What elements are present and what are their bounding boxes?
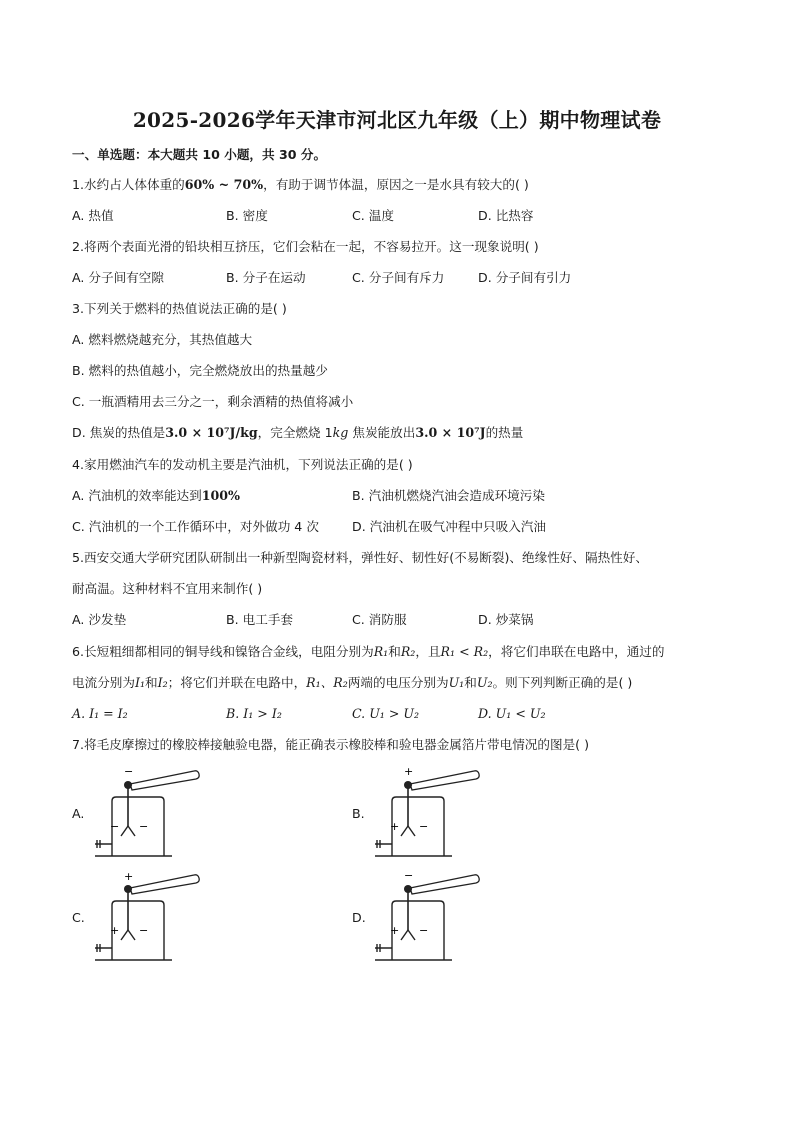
q7-option-d-label[interactable]: D. <box>352 910 366 925</box>
q6-l2-r: R₁、R₂ <box>306 675 348 690</box>
q4-option-d[interactable]: D. 汽油机在吸气冲程中只吸入汽油 <box>352 519 547 534</box>
left-leaf-charge: + <box>110 924 120 937</box>
rod-charge: − <box>404 872 414 882</box>
q6-i2: I₂ <box>157 675 168 690</box>
q1-option-c[interactable]: C. 温度 <box>352 208 394 223</box>
q6-l2-b: ；将它们并联在电路中， <box>167 675 307 690</box>
q7-figure-d[interactable] <box>370 872 490 966</box>
q3-option-b[interactable]: B. 燃料的热值越小，完全燃烧放出的热量越少 <box>72 363 328 378</box>
q4-option-b[interactable]: B. 汽油机燃烧汽油会造成环境污染 <box>352 488 545 503</box>
q6-l2-a: 电流分别为 <box>72 675 135 690</box>
electroscope-drawing <box>375 771 479 856</box>
q1-option-b[interactable]: B. 密度 <box>226 208 268 223</box>
q4-option-a[interactable] <box>72 487 240 505</box>
question-6-stem-line-1 <box>72 643 664 661</box>
q3-option-d[interactable] <box>72 424 523 442</box>
q6-option-a[interactable]: A. I₁ = I₂ <box>72 706 128 721</box>
left-leaf-charge: − <box>110 820 120 833</box>
electroscope-drawing <box>95 771 199 856</box>
q4-option-c[interactable]: C. 汽油机的一个工作循环中，对外做功 4 次 <box>72 519 319 534</box>
q6-and-2: 和 <box>145 675 158 690</box>
question-3-stem: 3.下列关于燃料的热值说法正确的是( ) <box>72 301 287 316</box>
q6-u1: U₁ <box>448 675 465 690</box>
electroscope-ball <box>124 885 132 893</box>
q1-math: 60% ~ 70% <box>184 177 264 192</box>
rod-charge: + <box>404 768 414 778</box>
q6-r2: R₂ <box>400 644 416 659</box>
right-leaf-charge: − <box>139 924 149 937</box>
q3d-unit: kg <box>332 425 349 440</box>
q1-option-a[interactable]: A. 热值 <box>72 208 114 223</box>
electroscope-ball <box>404 885 412 893</box>
q7-figure-b[interactable] <box>370 768 490 862</box>
right-leaf-charge: − <box>139 820 149 833</box>
rod-charge: − <box>124 768 134 778</box>
q6-and-1: 和 <box>388 644 401 659</box>
q3-option-c[interactable]: C. 一瓶酒精用去三分之一，剩余酒精的热值将减小 <box>72 394 354 409</box>
q6-l2-d: 。则下列判断正确的是( ) <box>492 675 633 690</box>
q2-option-b[interactable]: B. 分子在运动 <box>226 270 306 285</box>
page-title: 2025-2026学年天津市河北区九年级（上）期中物理试卷 <box>132 108 662 132</box>
q7-figure-a[interactable] <box>90 768 210 862</box>
q3d-text-b: ，完全燃烧 1 <box>257 425 333 440</box>
q7-option-b-label[interactable]: B. <box>352 806 365 821</box>
electroscope-drawing <box>375 875 479 960</box>
q1-text-a: 1.水约占人体体重的 <box>72 177 185 192</box>
q5-option-d[interactable]: D. 炒菜锅 <box>478 612 534 627</box>
q3-option-a[interactable]: A. 燃料燃烧越充分，其热值越大 <box>72 332 253 347</box>
q6-cond: R₁ < R₂ <box>440 644 489 659</box>
question-5-stem-line-2: 耐高温。这种材料不宜用来制作( ) <box>72 581 263 596</box>
q6-option-b[interactable]: B. I₁ > I₂ <box>226 706 282 721</box>
q5-option-a[interactable]: A. 沙发垫 <box>72 612 127 627</box>
q3d-text-c: 焦炭能放出 <box>348 425 416 440</box>
electroscope-ball <box>124 781 132 789</box>
question-6-stem-line-2 <box>72 674 632 692</box>
q1-option-d[interactable]: D. 比热容 <box>478 208 534 223</box>
q3d-text-d: 的热量 <box>485 425 524 440</box>
q1-text-b: ，有助于调节体温，原因之一是水具有较大的( ) <box>263 177 529 192</box>
right-leaf-charge: − <box>419 924 429 937</box>
q5-option-b[interactable]: B. 电工手套 <box>226 612 294 627</box>
question-1-stem <box>72 176 529 194</box>
question-2-stem: 2.将两个表面光滑的铅块相互挤压，它们会粘在一起，不容易拉开。这一现象说明( ) <box>72 239 539 254</box>
q2-option-c[interactable]: C. 分子间有斥力 <box>352 270 445 285</box>
q6-option-c[interactable]: C. U₁ > U₂ <box>352 706 420 721</box>
q6-l1-b: ，且 <box>415 644 441 659</box>
q4a-math: 100% <box>201 488 241 503</box>
q3d-text-a: D. 焦炭的热值是 <box>72 425 166 440</box>
left-leaf-charge: + <box>390 820 400 833</box>
left-leaf-charge: + <box>390 924 400 937</box>
q3d-math-2: 3.0 × 10⁷J <box>415 425 486 440</box>
q7-option-c-label[interactable]: C. <box>72 910 85 925</box>
q7-option-a-label[interactable]: A. <box>72 806 85 821</box>
question-4-stem: 4.家用燃油汽车的发动机主要是汽油机，下列说法正确的是( ) <box>72 457 413 472</box>
q6-l1-a: 6.长短粗细都相同的铜导线和镍铬合金线，电阻分别为 <box>72 644 374 659</box>
q3d-math-1: 3.0 × 10⁷J/kg <box>165 425 258 440</box>
q6-r1: R₁ <box>373 644 389 659</box>
electroscope-drawing <box>95 875 199 960</box>
q6-l2-c: 两端的电压分别为 <box>347 675 449 690</box>
q6-and-3: 和 <box>464 675 477 690</box>
electroscope-ball <box>404 781 412 789</box>
q6-u2: U₂ <box>476 675 493 690</box>
q6-l1-c: ，将它们串联在电路中，通过的 <box>488 644 665 659</box>
question-5-stem-line-1: 5.西安交通大学研究团队研制出一种新型陶瓷材料，弹性好、韧性好(不易断裂)、绝缘性好、隔热性好、 <box>72 550 648 565</box>
section-heading: 一、单选题：本大题共 10 小题，共 30 分。 <box>72 147 327 162</box>
q6-option-d[interactable]: D. U₁ < U₂ <box>478 706 546 721</box>
q5-option-c[interactable]: C. 消防服 <box>352 612 407 627</box>
q2-option-d[interactable]: D. 分子间有引力 <box>478 270 572 285</box>
rod-charge: + <box>124 872 134 883</box>
right-leaf-charge: − <box>419 820 429 833</box>
q7-figure-c[interactable] <box>90 872 210 966</box>
q6-i1: I₁ <box>134 675 145 690</box>
q4a-text: A. 汽油机的效率能达到 <box>72 488 202 503</box>
q2-option-a[interactable]: A. 分子间有空隙 <box>72 270 164 285</box>
question-7-stem: 7.将毛皮摩擦过的橡胶棒接触验电器，能正确表示橡胶棒和验电器金属箔片带电情况的图是( ) <box>72 737 590 752</box>
